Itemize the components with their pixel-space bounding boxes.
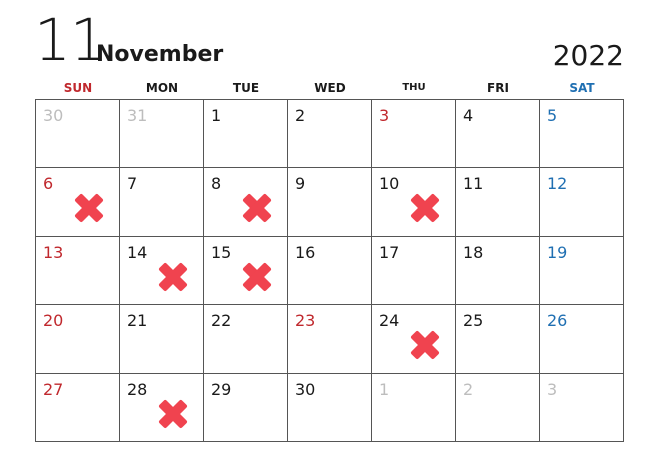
weekday-mon: MON [145, 81, 179, 95]
day-number: 27 [43, 379, 64, 399]
day-number: 1 [211, 106, 222, 125]
day-number: 13 [43, 242, 64, 262]
calendar-day-cell[interactable] [204, 305, 288, 373]
calendar-day-cell[interactable] [36, 168, 120, 236]
calendar-day-cell[interactable] [288, 374, 372, 442]
day-number: 25 [463, 311, 484, 331]
day-number: 5 [547, 106, 558, 125]
calendar-grid [35, 99, 624, 442]
weekday-tue: TUE [232, 81, 260, 95]
cross-mark-icon [155, 259, 191, 295]
calendar-day-cell[interactable] [120, 237, 204, 305]
calendar-day-cell[interactable] [540, 100, 624, 168]
cross-mark-icon [239, 190, 275, 226]
month-name: November [96, 42, 224, 67]
day-number: 23 [295, 311, 316, 331]
weekday-wed: WED [314, 81, 346, 95]
month-number: 11 [34, 6, 106, 74]
day-number: 18 [463, 242, 484, 262]
calendar-day-cell[interactable] [36, 100, 120, 168]
day-number: 17 [379, 242, 400, 262]
day-number: 28 [127, 379, 148, 399]
day-number: 31 [127, 106, 148, 125]
day-number: 20 [43, 311, 64, 331]
calendar-day-cell[interactable] [36, 374, 120, 442]
day-number: 11 [463, 174, 484, 194]
day-number: 9 [295, 174, 306, 194]
calendar-day-cell[interactable] [372, 374, 456, 442]
calendar-day-cell[interactable] [204, 374, 288, 442]
calendar-day-cell[interactable] [540, 305, 624, 373]
day-number: 22 [211, 311, 232, 331]
calendar-day-cell[interactable] [204, 237, 288, 305]
day-number: 24 [379, 311, 400, 331]
calendar-day-cell[interactable] [204, 168, 288, 236]
year-label: 2022 [552, 39, 624, 72]
day-number: 7 [127, 174, 138, 194]
day-number: 15 [211, 242, 232, 262]
calendar-day-cell[interactable] [372, 168, 456, 236]
day-number: 26 [547, 311, 568, 331]
weekday-thu: THU [402, 82, 426, 93]
calendar-day-cell[interactable] [120, 168, 204, 236]
day-number: 2 [295, 106, 306, 125]
day-number: 12 [547, 174, 568, 194]
calendar-day-cell[interactable] [288, 237, 372, 305]
day-number: 6 [43, 174, 54, 194]
calendar-day-cell[interactable] [288, 100, 372, 168]
weekday-sun: SUN [63, 81, 93, 95]
day-number: 3 [379, 106, 390, 125]
weekday-header-row [36, 78, 624, 98]
day-number: 3 [547, 379, 558, 399]
calendar-day-cell[interactable] [288, 168, 372, 236]
day-number: 16 [295, 242, 316, 262]
calendar-day-cell[interactable] [456, 168, 540, 236]
day-number: 30 [295, 379, 316, 399]
calendar-day-cell[interactable] [372, 237, 456, 305]
calendar-day-cell[interactable] [36, 305, 120, 373]
weekday-sat: SAT [569, 81, 595, 95]
weekday-fri: FRI [487, 81, 509, 95]
calendar-day-cell[interactable] [456, 305, 540, 373]
cross-mark-icon [407, 190, 443, 226]
day-number: 14 [127, 242, 148, 262]
day-number: 21 [127, 311, 148, 331]
cross-mark-icon [71, 190, 107, 226]
calendar-day-cell[interactable] [456, 374, 540, 442]
day-number: 8 [211, 174, 222, 194]
calendar-day-cell[interactable] [372, 100, 456, 168]
calendar-day-cell[interactable] [456, 237, 540, 305]
calendar-day-cell[interactable] [540, 168, 624, 236]
day-number: 4 [463, 106, 474, 125]
calendar-day-cell[interactable] [204, 100, 288, 168]
day-number: 10 [379, 174, 400, 194]
day-number: 30 [43, 106, 64, 125]
cross-mark-icon [155, 396, 191, 432]
calendar-day-cell[interactable] [120, 100, 204, 168]
day-number: 29 [211, 379, 232, 399]
cross-mark-icon [239, 259, 275, 295]
day-number: 2 [463, 379, 474, 399]
calendar-day-cell[interactable] [288, 305, 372, 373]
calendar-day-cell[interactable] [36, 237, 120, 305]
calendar-day-cell[interactable] [540, 374, 624, 442]
day-number: 1 [379, 379, 390, 399]
cross-mark-icon [407, 327, 443, 363]
calendar-day-cell[interactable] [456, 100, 540, 168]
day-number: 19 [547, 242, 568, 262]
calendar-day-cell[interactable] [120, 305, 204, 373]
calendar-day-cell[interactable] [540, 237, 624, 305]
calendar-day-cell[interactable] [372, 305, 456, 373]
calendar-day-cell[interactable] [120, 374, 204, 442]
